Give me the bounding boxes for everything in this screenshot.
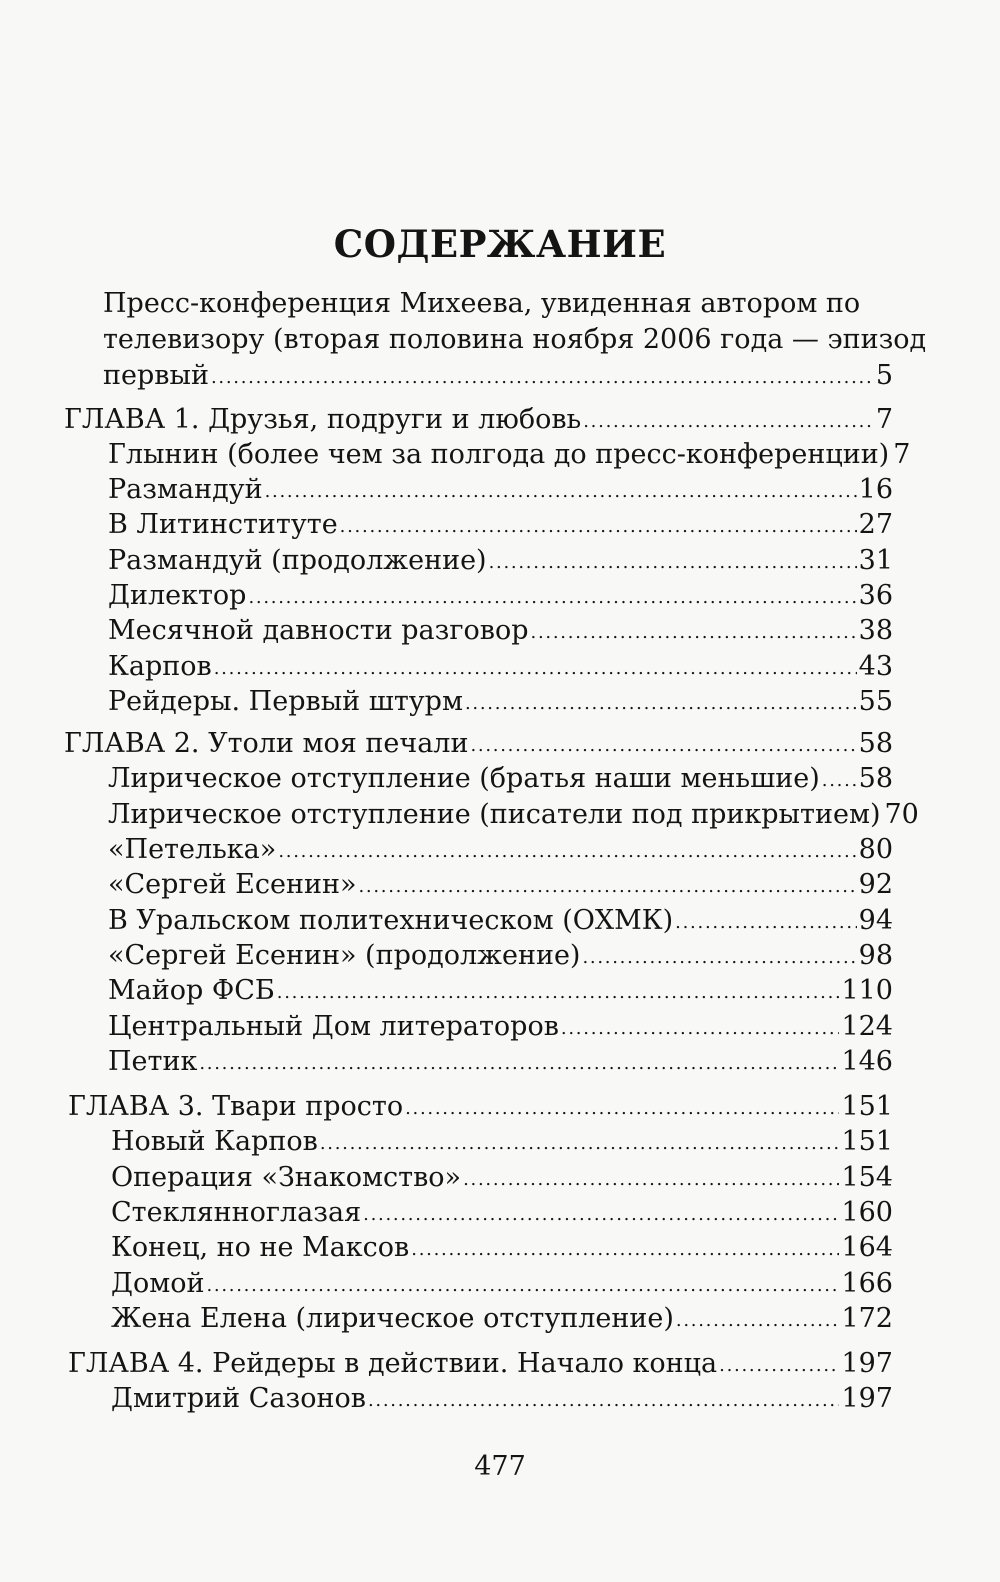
leader-dots	[278, 831, 856, 870]
chapter-page: 151	[841, 1091, 893, 1122]
section-page: 38	[858, 615, 893, 646]
leader-dots	[214, 648, 857, 687]
section-title: Новый Карпов	[111, 1126, 318, 1157]
section-title: Жена Елена (лирическое отступление)	[111, 1303, 674, 1334]
section-page: 92	[858, 869, 893, 900]
section-title: В Уральском политехническом (ОХМК)	[108, 905, 674, 936]
page-number: 477	[474, 1451, 526, 1482]
page-title: СОДЕРЖАНИЕ	[333, 222, 667, 266]
leader-dots	[206, 1265, 839, 1304]
toc-section	[108, 867, 893, 903]
toc-chapter	[68, 1346, 893, 1382]
toc-section	[108, 903, 893, 939]
section-title: Карпов	[108, 651, 212, 682]
section-page: 151	[841, 1126, 893, 1157]
toc-section	[108, 543, 893, 579]
toc-section	[108, 649, 893, 685]
toc-section	[111, 1381, 893, 1417]
leader-dots	[675, 902, 856, 941]
chapter-page: 197	[841, 1348, 893, 1379]
section-page: 154	[841, 1162, 893, 1193]
toc-section	[108, 437, 911, 473]
chapter-page: 7	[875, 404, 893, 435]
toc-section	[108, 973, 893, 1009]
section-title: Размандуй (продолжение)	[108, 545, 487, 576]
toc-section	[108, 472, 893, 508]
section-title: «Сергей Есенин» (продолжение)	[108, 940, 581, 971]
toc-intro-last-line	[103, 358, 893, 394]
toc-section	[111, 1160, 893, 1196]
leader-dots	[199, 1043, 839, 1082]
section-title: В Литинституте	[108, 509, 338, 540]
section-title: Рейдеры. Первый штурм	[108, 686, 463, 717]
toc-section	[108, 578, 893, 614]
leader-dots	[277, 972, 840, 1011]
section-title: Дилектор	[108, 580, 247, 611]
toc-chapter	[64, 726, 893, 762]
leader-dots	[561, 1008, 840, 1047]
section-page: 31	[858, 545, 893, 576]
toc-section	[108, 1009, 893, 1045]
toc-section	[108, 684, 893, 720]
section-title: Операция «Знакомство»	[111, 1162, 462, 1193]
section-title: Дмитрий Сазонов	[111, 1383, 366, 1414]
leader-dots	[363, 1194, 839, 1233]
leader-dots	[411, 1229, 839, 1268]
toc-section	[108, 507, 893, 543]
section-page: 124	[841, 1011, 893, 1042]
toc-intro-entry	[103, 286, 927, 358]
section-page: 27	[858, 509, 893, 540]
section-page: 160	[841, 1197, 893, 1228]
toc-section	[111, 1301, 893, 1337]
leader-dots	[358, 866, 856, 905]
section-title: Петик	[108, 1046, 198, 1077]
leader-dots	[582, 937, 856, 976]
chapter-title: ГЛАВА 3. Твари просто	[68, 1091, 404, 1122]
leader-dots	[531, 612, 857, 651]
toc-section	[108, 832, 893, 868]
leader-dots	[248, 577, 856, 616]
section-title: «Петелька»	[108, 834, 277, 865]
leader-dots	[320, 1123, 840, 1162]
leader-dots	[676, 1300, 840, 1339]
section-title: Майор ФСБ	[108, 975, 275, 1006]
intro-line: Пресс-конференция Михеева, увиденная автором по	[103, 288, 861, 319]
section-title: Стеклянноглазая	[111, 1197, 362, 1228]
section-page: 58	[858, 763, 893, 794]
toc-section	[108, 938, 893, 974]
section-page: 7	[893, 439, 911, 470]
section-page: 80	[858, 834, 893, 865]
section-page: 197	[841, 1383, 893, 1414]
section-title: Размандуй	[108, 474, 263, 505]
section-page: 166	[841, 1268, 893, 1299]
toc-section	[111, 1266, 893, 1302]
section-title: Месячной давности разговор	[108, 615, 529, 646]
leader-dots	[583, 401, 874, 440]
toc-section	[111, 1124, 893, 1160]
leader-dots	[463, 1159, 839, 1198]
intro-line: телевизору (вторая половина ноября 2006 года — эпизод	[103, 324, 927, 355]
leader-dots	[470, 725, 856, 764]
section-page: 55	[858, 686, 893, 717]
section-title: Домой	[111, 1268, 205, 1299]
leader-dots	[340, 506, 857, 545]
chapter-page: 58	[858, 728, 893, 759]
section-page: 43	[858, 651, 893, 682]
leader-dots	[489, 542, 857, 581]
leader-dots	[822, 760, 857, 799]
section-page: 98	[858, 940, 893, 971]
toc-section	[108, 613, 893, 649]
chapter-title: ГЛАВА 1. Друзья, подруги и любовь	[64, 404, 582, 435]
section-title: Лирическое отступление (братья наши меньшие)	[108, 763, 820, 794]
leader-dots	[719, 1345, 839, 1384]
leader-dots	[265, 471, 857, 510]
section-title: «Сергей Есенин»	[108, 869, 357, 900]
section-title: Конец, но не Максов	[111, 1232, 410, 1263]
leader-dots	[405, 1088, 839, 1127]
section-page: 16	[858, 474, 893, 505]
toc-chapter	[64, 402, 893, 438]
toc-section	[111, 1195, 893, 1231]
toc-section	[108, 797, 919, 833]
section-page: 146	[841, 1046, 893, 1077]
section-page: 36	[858, 580, 893, 611]
section-page: 164	[841, 1232, 893, 1263]
section-title: Лирическое отступление (писатели под прикрытием)	[108, 799, 881, 830]
section-page: 172	[841, 1303, 893, 1334]
toc-section	[108, 1044, 893, 1080]
toc-section	[111, 1230, 893, 1266]
chapter-title: ГЛАВА 2. Утоли моя печали	[64, 728, 469, 759]
leader-dots	[465, 683, 857, 722]
toc-section	[108, 761, 893, 797]
intro-last-line-text: первый	[103, 360, 209, 391]
section-title: Центральный Дом литераторов	[108, 1011, 559, 1042]
section-page: 70	[884, 799, 919, 830]
leader-dots	[368, 1380, 840, 1419]
leader-dots	[211, 357, 874, 396]
toc-chapter	[68, 1089, 893, 1125]
section-page: 110	[841, 975, 893, 1006]
section-page: 94	[858, 905, 893, 936]
chapter-title: ГЛАВА 4. Рейдеры в действии. Начало конца	[68, 1348, 718, 1379]
intro-page: 5	[875, 360, 893, 391]
section-title: Глынин (более чем за полгода до пресс-конференции)	[108, 439, 890, 470]
